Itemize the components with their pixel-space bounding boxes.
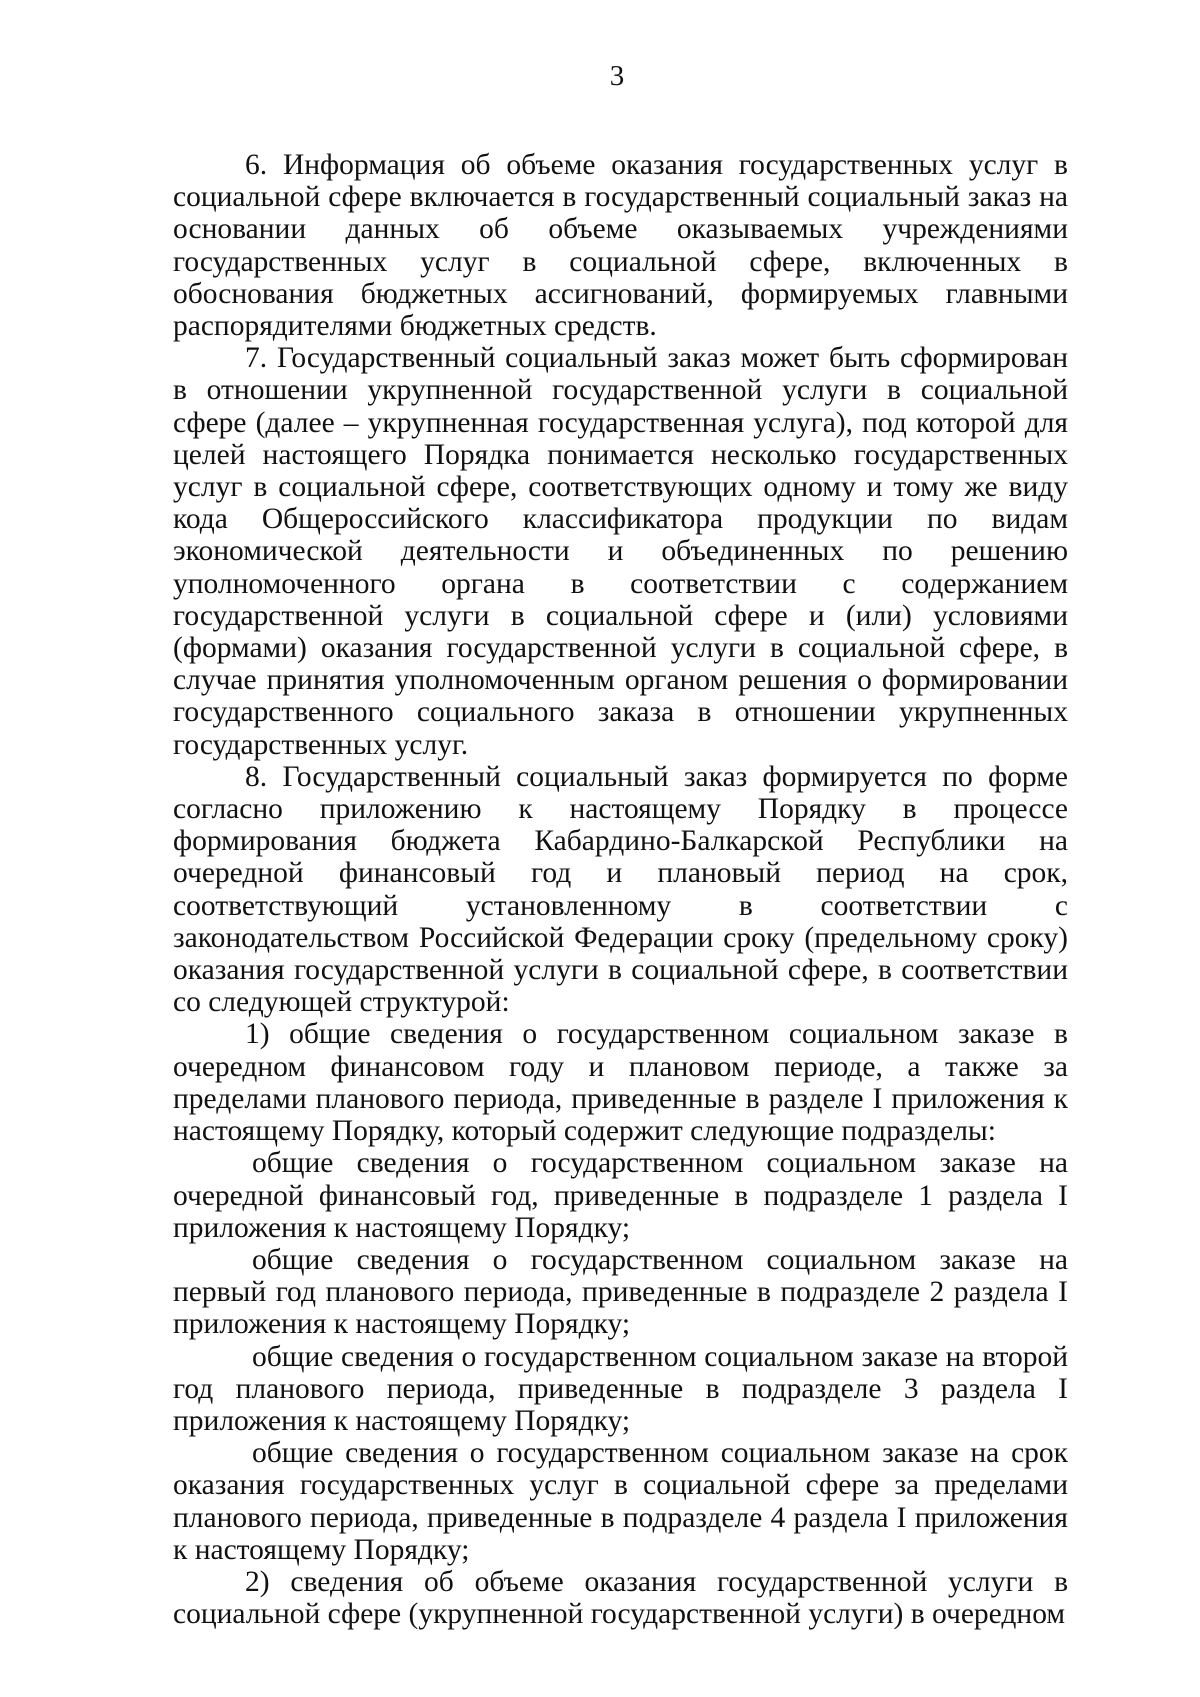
paragraph-7: 7. Государственный социальный заказ может быть сформирован в отношении укрупненной государственной услуги в социальной сфере (далее – укрупненная государственная услуга), под которой для целей настоящего Порядка понимается несколько государственных услуг в социальной сфере, соответствующих одному и тому же виду кода Общероссийского классификатора продукции по видам экономической деятельности и объединенных по решению уполномоченного органа в соответствии с содержанием государственной услуги в социальной сфере и (или) условиями (формами) оказания государственной услуги в социальной сфере, в случае принятия уполномоченным органом решения о формировании государственного социального заказа в отношении укрупненных государственных услуг.	[173, 342, 1068, 761]
list-item-1: 1) общие сведения о государственном социальном заказе в очередном финансовом году и плановом периоде, а также за пределами планового периода, приведенные в разделе I приложения к настоящему Порядку, который содержит следующие подразделы:	[173, 1018, 1068, 1148]
document-body	[173, 149, 1068, 1630]
list-item-2: 2) сведения об объеме оказания государственной услуги в социальной сфере (укрупненной государственной услуги) в очередном	[173, 1565, 1068, 1631]
page-number: 3	[609, 60, 625, 92]
paragraph-6: 6. Информация об объеме оказания государственных услуг в социальной сфере включается в государственный социальный заказ на основании данных об объеме оказываемых учреждениями государственных услуг в социальной сфере, включенных в обоснования бюджетных ассигнований, формируемых главными распорядителями бюджетных средств.	[173, 149, 1068, 343]
subsection-item-4: общие сведения о государственном социальном заказе на срок оказания государственных услуг в социальной сфере за пределами планового периода, приведенные в подразделе 4 раздела I приложения к настоящему Порядку;	[173, 1437, 1068, 1566]
subsection-item-3: общие сведения о государственном социальном заказе на второй год планового периода, приведенные в подразделе 3 раздела I приложения к настоящему Порядку;	[173, 1340, 1068, 1437]
paragraph-8: 8. Государственный социальный заказ формируется по форме согласно приложению к настоящему Порядку в процессе формирования бюджета Кабардино-Балкарской Республики на очередной финансовый год и плановый период на срок, соответствующий установленному в соответствии с законодательством Российской Федерации сроку (предельному сроку) оказания государственной услуги в социальной сфере, в соответствии со следующей структурой:	[173, 760, 1068, 1019]
subsection-item-1: общие сведения о государственном социальном заказе на очередной финансовый год, приведенные в подразделе 1 раздела I приложения к настоящему Порядку;	[173, 1147, 1068, 1244]
subsection-item-2: общие сведения о государственном социальном заказе на первый год планового периода, приведенные в подразделе 2 раздела I приложения к настоящему Порядку;	[173, 1243, 1068, 1341]
